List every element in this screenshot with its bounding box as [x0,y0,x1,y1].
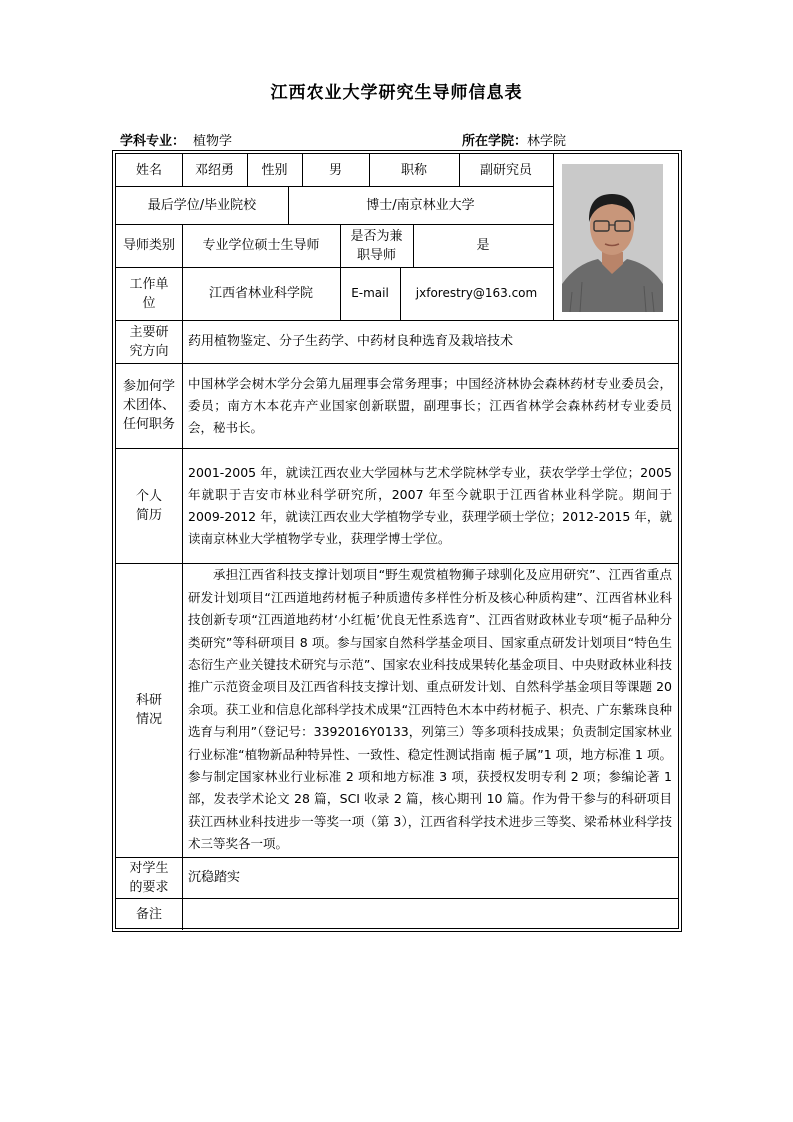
info-table-inner [115,153,679,929]
college-value: 林学院 [527,134,567,149]
discipline-value: 植物学 [193,134,233,149]
degree-value: 博士/南京林业大学 [366,197,475,213]
part-time-value: 是 [476,238,490,253]
remark-value [182,898,678,930]
research-value: 药用植物鉴定、分子生药学、中药材良种选育及栽培技术 [188,334,514,349]
page-title: 江西农业大学研究生导师信息表 [270,83,523,103]
resume-cell [182,448,678,563]
portrait-photo [562,164,663,312]
mentor-type-value: 专业学位硕士生导师 [202,238,320,253]
title-label: 职称 [400,162,427,178]
workplace-label: 工作单位 [129,276,169,311]
email-label: E-mail [351,286,389,300]
email-value: jxforestry@163.com [415,286,538,300]
groups-label: 参加何学术团体、任何职务 [122,379,175,432]
college-label: 所在学院： [462,134,528,149]
requirement-label: 对学生的要求 [129,860,169,895]
research-status-label: 科研情况 [135,693,162,727]
degree-label: 最后学位/毕业院校 [147,197,257,213]
resume-label: 个人简历 [135,488,162,523]
research-status-cell [182,563,678,857]
portrait-photo-icon [562,164,663,312]
table-rule [553,154,554,320]
title-value: 副研究员 [479,162,532,178]
research-label: 主要研究方向 [129,324,169,359]
name-label: 姓名 [135,162,162,178]
research-status-value: 承担江西省科技支撑计划项目“野生观赏植物狮子球驯化及应用研究”、江西省重点研发计划项目“江西道地药材栀子种质遗传多样性分析及核心种质构建”、江西省林业科技创新专项“江西道地药材‘小红栀’优良无性系选育”、江西省财政林业专项“栀子品种分类研究”等科研项目 8 项。参与国家自然科学基金项目、国家重点研发计划项目“特色生态衍生产业关键技术研究与示范”、国家农业科技成果转化基金项目、中央财政林业科技推广示范资金项目及江西省科技支撑计划、重点研发计划、自然科学基金项目等课题 20 余项。获工业和信息化部科学技术成果“江西特色木本中药材栀子、枳壳、广东紫珠良种选育与利用”（登记号：3392016Y0133，列第三）等多项科技成果；负责制定国家林业行业标准“植物新品种特异性、一致性、稳定性测试指南 栀子属”1 项，地方标准 1 项。参与制定国家林业行业标准 2 项和地方标准 3 项，获授权发明专利 2 项；参编论著 1 部，发表学术论文 28 篇，SCI 收录 2 篇，核心期刊 10 篇。作为骨干参与的科研项目获江西林业科技进步一等奖一项（第 3），江西省科学技术进步三等奖、梁希林业科学技术三等奖各一项。 [188,567,672,852]
requirement-value: 沉稳踏实 [188,870,241,885]
gender-label: 性别 [261,162,288,178]
workplace-value: 江西省林业科学院 [208,286,313,301]
resume-value: 2001-2005 年，就读江西农业大学园林与艺术学院林学专业，获农学学士学位；2005 年就职于吉安市林业科学研究所，2007 年至今就职于江西省林业科学院。期间于 2009-2012 年，就读江西农业大学植物学专业，获理学硕士学位；2012-2015 年，就读南京林业大学植物学专业，获理学博士学位。 [188,464,672,546]
mentor-type-label: 导师类别 [122,238,175,253]
groups-value: 中国林学会树木学分会第九届理事会常务理事；中国经济林协会森林药材专业委员会，委员；南方木本花卉产业国家创新联盟，副理事长；江西省林学会森林药材专业委员会，秘书长。 [188,375,672,435]
part-time-label: 是否为兼职导师 [350,228,403,263]
discipline-label: 学科专业： [120,134,186,149]
groups-cell [182,363,678,448]
discipline-line [120,130,232,149]
college-line [462,130,566,149]
remark-label: 备注 [135,906,162,922]
info-table [112,150,682,932]
gender-value: 男 [328,162,342,178]
name-value: 邓绍勇 [194,162,234,178]
